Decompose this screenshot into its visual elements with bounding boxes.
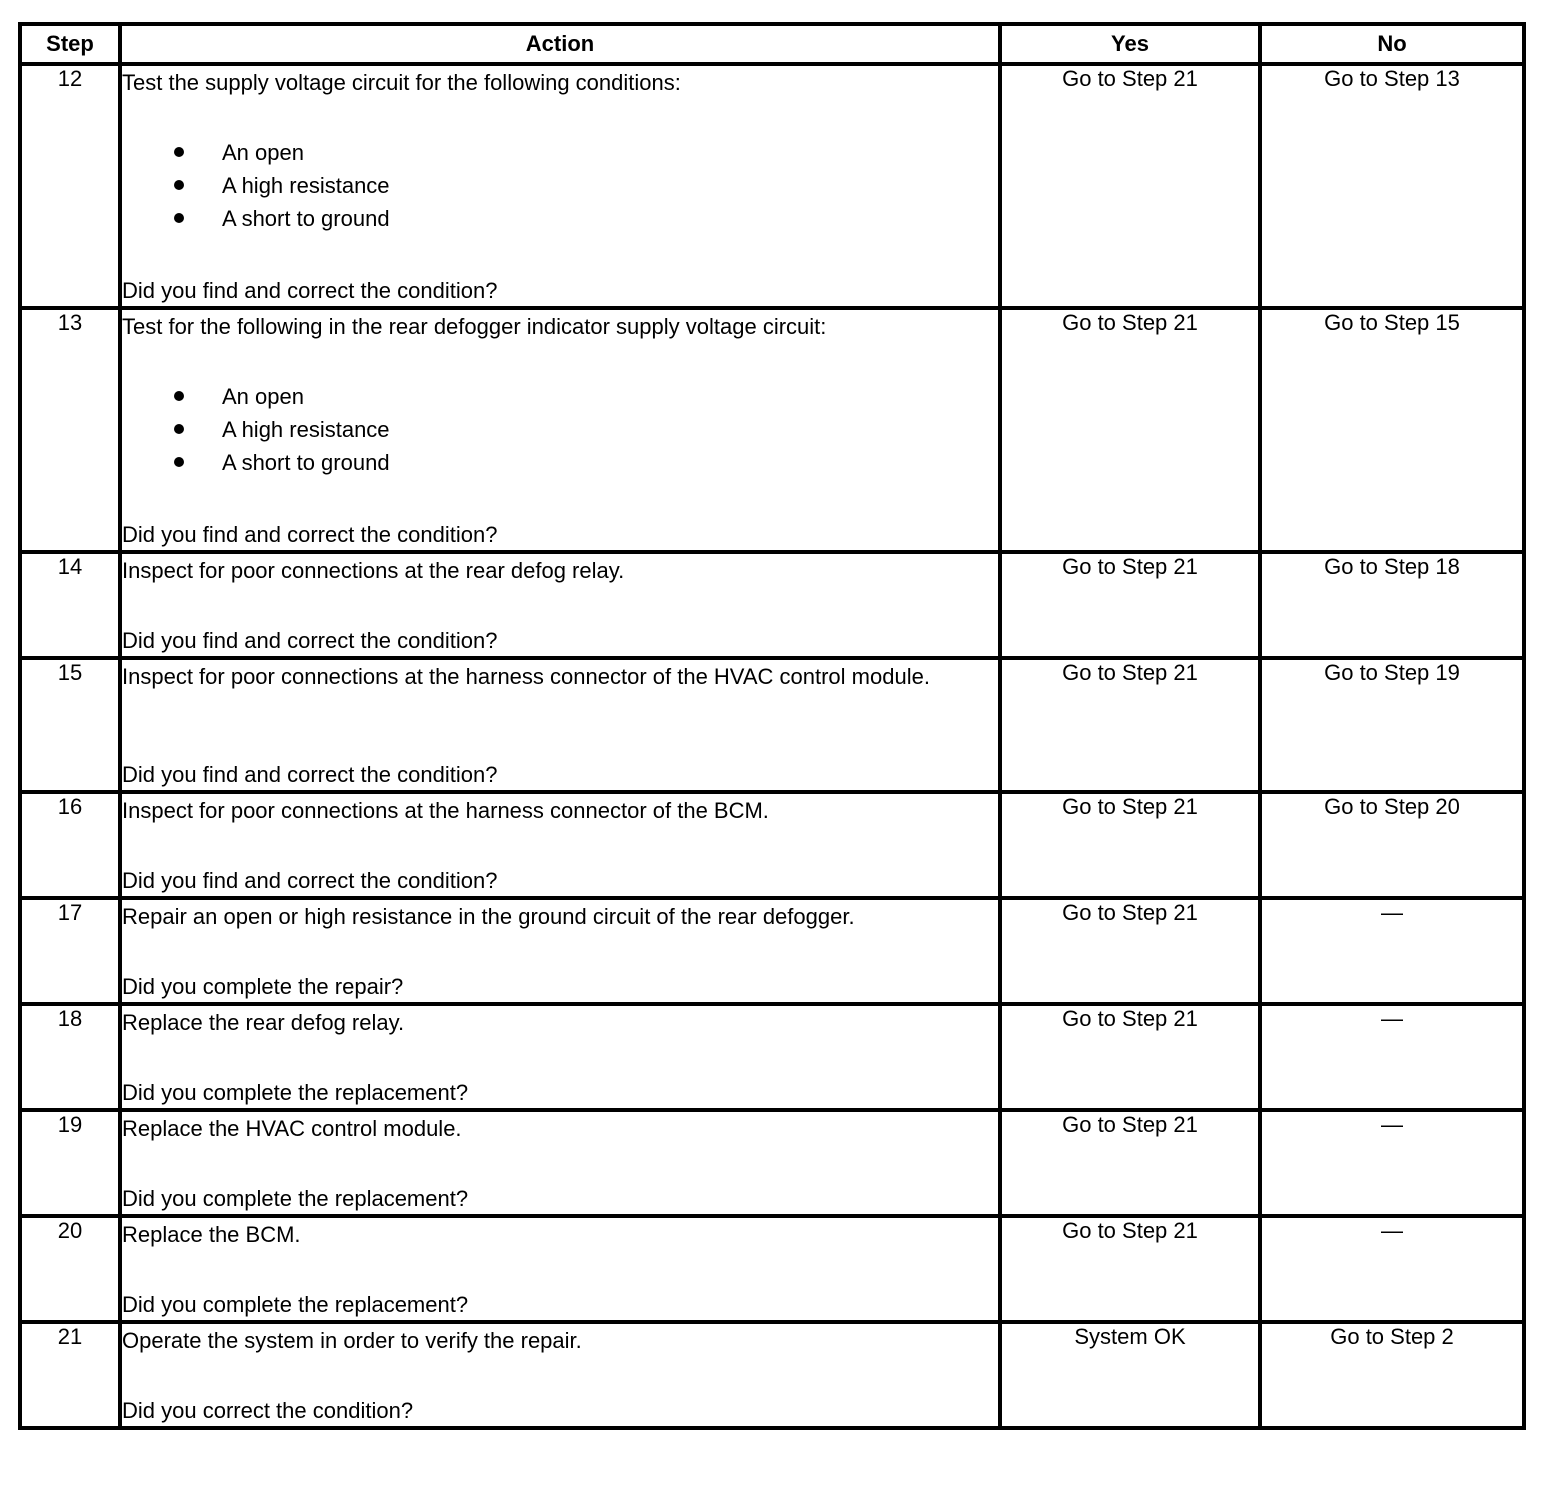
table-row <box>20 1322 1524 1428</box>
action-text: Test the supply voltage circuit for the following conditions: <box>122 70 681 95</box>
step-number: 19 <box>20 1110 120 1216</box>
yes-result: Go to Step 21 <box>1000 308 1260 552</box>
table-row <box>20 64 1524 308</box>
table-row <box>20 898 1524 1004</box>
action-cell <box>120 1004 1000 1110</box>
action-text: Operate the system in order to verify the repair. <box>122 1328 582 1353</box>
no-result: Go to Step 19 <box>1260 658 1524 792</box>
yes-result: Go to Step 21 <box>1000 552 1260 658</box>
action-text: Replace the HVAC control module. <box>122 1116 462 1141</box>
action-cell <box>120 658 1000 792</box>
header-row <box>20 24 1524 64</box>
no-result: Go to Step 15 <box>1260 308 1524 552</box>
action-text: Inspect for poor connections at the harness connector of the HVAC control module. <box>122 664 930 689</box>
step-number: 12 <box>20 64 120 308</box>
header-action: Action <box>120 24 1000 64</box>
table-row <box>20 552 1524 658</box>
conditions-list <box>122 136 998 235</box>
no-result: — <box>1260 1004 1524 1110</box>
conditions-list <box>122 380 998 479</box>
bullet-icon <box>174 147 184 157</box>
action-text: Replace the rear defog relay. <box>122 1010 405 1035</box>
action-question: Did you find and correct the condition? <box>122 628 498 653</box>
action-text: Replace the BCM. <box>122 1222 301 1247</box>
action-question: Did you complete the repair? <box>122 974 404 999</box>
action-cell <box>120 552 1000 658</box>
action-cell <box>120 792 1000 898</box>
yes-result: Go to Step 21 <box>1000 1110 1260 1216</box>
bullet-icon <box>174 424 184 434</box>
bullet-icon <box>174 391 184 401</box>
bullet-icon <box>174 213 184 223</box>
header-step: Step <box>20 24 120 64</box>
diagnostic-table <box>18 22 1526 1430</box>
table-row <box>20 1110 1524 1216</box>
step-number: 20 <box>20 1216 120 1322</box>
no-result: — <box>1260 1110 1524 1216</box>
list-item: A short to ground <box>122 446 998 479</box>
list-item: A high resistance <box>122 169 998 202</box>
step-number: 15 <box>20 658 120 792</box>
action-question: Did you complete the replacement? <box>122 1080 469 1105</box>
list-item: An open <box>122 136 998 169</box>
yes-result: Go to Step 21 <box>1000 898 1260 1004</box>
action-question: Did you complete the replacement? <box>122 1186 469 1211</box>
action-question: Did you find and correct the condition? <box>122 868 498 893</box>
action-text: Test for the following in the rear defogger indicator supply voltage circuit: <box>122 314 827 339</box>
step-number: 18 <box>20 1004 120 1110</box>
action-cell <box>120 1110 1000 1216</box>
table-row <box>20 1216 1524 1322</box>
bullet-icon <box>174 457 184 467</box>
no-result: Go to Step 18 <box>1260 552 1524 658</box>
list-item: A high resistance <box>122 413 998 446</box>
action-cell <box>120 1322 1000 1428</box>
step-number: 16 <box>20 792 120 898</box>
action-question: Did you find and correct the condition? <box>122 522 498 547</box>
yes-result: Go to Step 21 <box>1000 64 1260 308</box>
step-number: 14 <box>20 552 120 658</box>
action-text: Repair an open or high resistance in the ground circuit of the rear defogger. <box>122 904 855 929</box>
action-cell <box>120 1216 1000 1322</box>
header-no: No <box>1260 24 1524 64</box>
no-result: — <box>1260 1216 1524 1322</box>
action-question: Did you find and correct the condition? <box>122 762 498 787</box>
header-yes: Yes <box>1000 24 1260 64</box>
yes-result: Go to Step 21 <box>1000 792 1260 898</box>
action-text: Inspect for poor connections at the rear defog relay. <box>122 558 625 583</box>
table-row <box>20 1004 1524 1110</box>
no-result: Go to Step 20 <box>1260 792 1524 898</box>
action-cell <box>120 308 1000 552</box>
action-question: Did you find and correct the condition? <box>122 278 498 303</box>
yes-result: System OK <box>1000 1322 1260 1428</box>
yes-result: Go to Step 21 <box>1000 658 1260 792</box>
table-row <box>20 792 1524 898</box>
table-row <box>20 308 1524 552</box>
action-cell <box>120 64 1000 308</box>
bullet-icon <box>174 180 184 190</box>
yes-result: Go to Step 21 <box>1000 1004 1260 1110</box>
no-result: Go to Step 2 <box>1260 1322 1524 1428</box>
action-question: Did you correct the condition? <box>122 1398 414 1423</box>
list-item: An open <box>122 380 998 413</box>
action-question: Did you complete the replacement? <box>122 1292 469 1317</box>
no-result: — <box>1260 898 1524 1004</box>
no-result: Go to Step 13 <box>1260 64 1524 308</box>
yes-result: Go to Step 21 <box>1000 1216 1260 1322</box>
table-row <box>20 658 1524 792</box>
list-item: A short to ground <box>122 202 998 235</box>
step-number: 13 <box>20 308 120 552</box>
step-number: 21 <box>20 1322 120 1428</box>
step-number: 17 <box>20 898 120 1004</box>
action-text: Inspect for poor connections at the harness connector of the BCM. <box>122 798 769 823</box>
action-cell <box>120 898 1000 1004</box>
